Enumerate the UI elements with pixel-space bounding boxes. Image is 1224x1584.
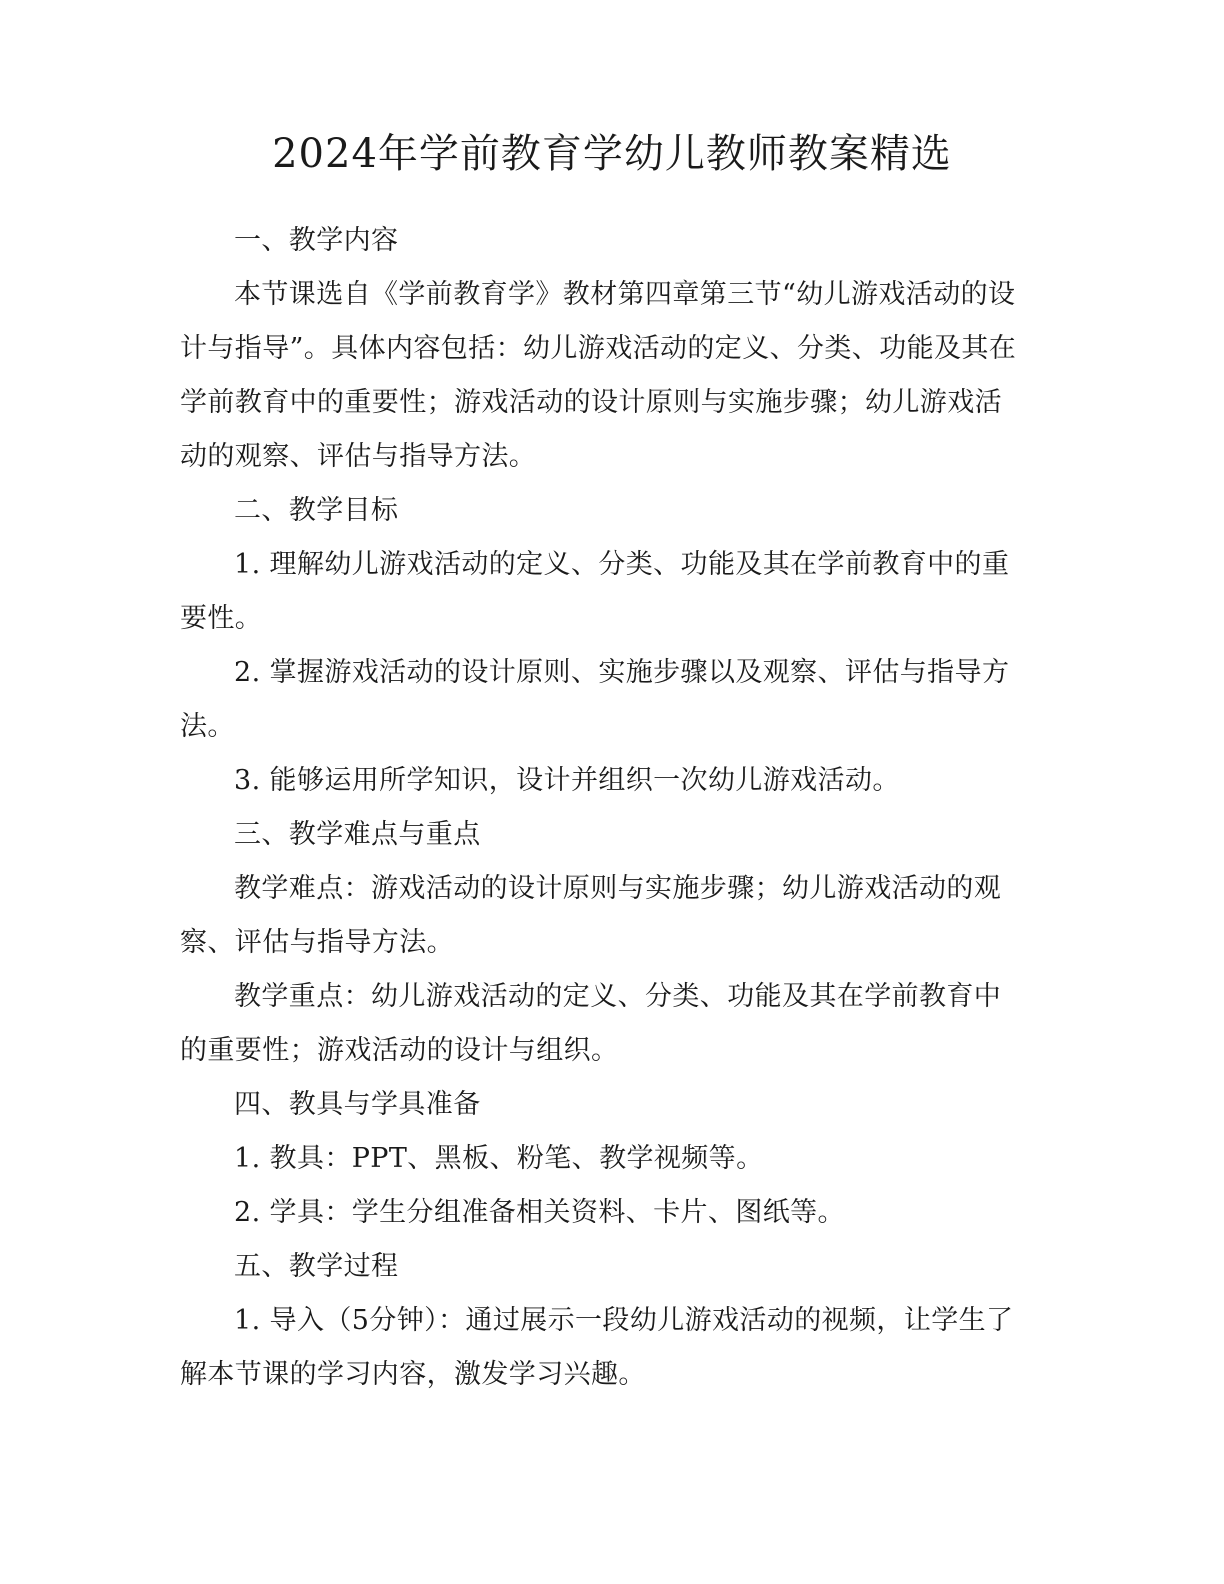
objective-item-1: 1. 理解幼儿游戏活动的定义、分类、功能及其在学前教育中的重要性。 xyxy=(180,549,1010,634)
objective-item-2: 2. 掌握游戏活动的设计原则、实施步骤以及观察、评估与指导方法。 xyxy=(180,657,1010,742)
section-heading-difficulties-key-points: 三、教学难点与重点 xyxy=(234,819,481,850)
document-title: 2024年学前教育学幼儿教师教案精选 xyxy=(272,131,952,177)
materials-item-2: 2. 学具：学生分组准备相关资料、卡片、图纸等。 xyxy=(234,1197,845,1228)
section-heading-materials: 四、教具与学具准备 xyxy=(234,1089,481,1120)
section-heading-teaching-content: 一、教学内容 xyxy=(234,225,399,256)
paragraph-difficulties: 教学难点：游戏活动的设计原则与实施步骤；幼儿游戏活动的观察、评估与指导方法。 xyxy=(180,873,1002,958)
section-heading-teaching-objectives: 二、教学目标 xyxy=(234,495,399,526)
process-item-1: 1. 导入（5分钟）：通过展示一段幼儿游戏活动的视频，让学生了解本节课的学习内容，激发学习兴趣。 xyxy=(180,1305,1014,1390)
document-body xyxy=(180,214,1028,1402)
paragraph-content-description: 本节课选自《学前教育学》教材第四章第三节“幼儿游戏活动的设计与指导”。具体内容包括：幼儿游戏活动的定义、分类、功能及其在学前教育中的重要性；游戏活动的设计原则与实施步骤；幼儿游戏活动的观察、评估与指导方法。 xyxy=(180,279,1017,472)
objective-item-3: 3. 能够运用所学知识，设计并组织一次幼儿游戏活动。 xyxy=(234,765,900,796)
paragraph-key-points: 教学重点：幼儿游戏活动的定义、分类、功能及其在学前教育中的重要性；游戏活动的设计与组织。 xyxy=(180,981,1002,1066)
materials-item-1: 1. 教具：PPT、黑板、粉笔、教学视频等。 xyxy=(234,1143,764,1174)
section-heading-teaching-process: 五、教学过程 xyxy=(234,1251,399,1282)
